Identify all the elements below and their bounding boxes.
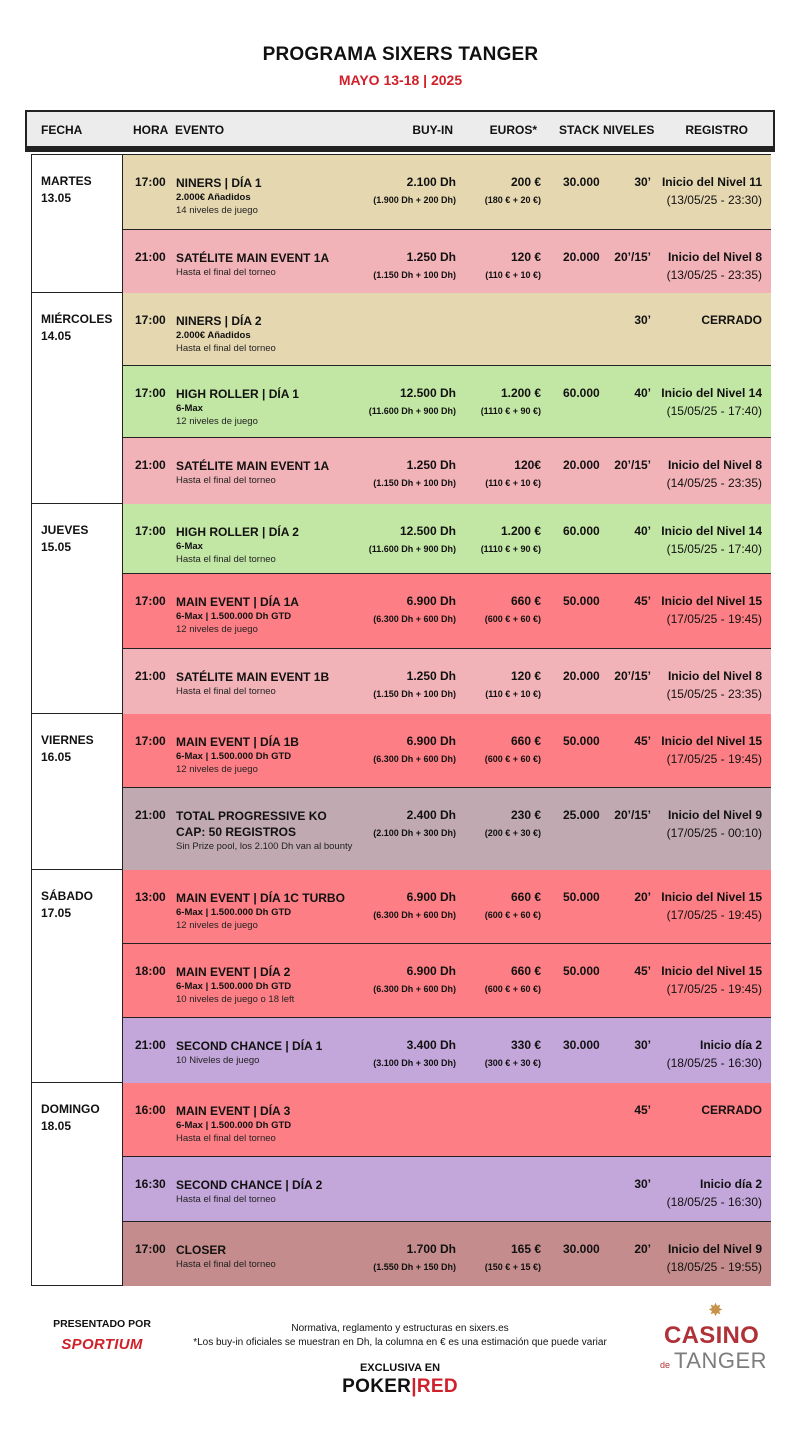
day-name: MARTES bbox=[41, 174, 92, 188]
event-registro: Inicio día 2 bbox=[699, 1038, 762, 1052]
event-niveles: 20’/15’ bbox=[614, 250, 651, 264]
event-subtitle: 2.000€ Añadidos bbox=[176, 192, 251, 203]
event-registro: Inicio del Nivel 15 bbox=[661, 890, 762, 904]
event-row bbox=[122, 1083, 771, 1157]
event-time: 17:00 bbox=[135, 1242, 166, 1256]
event-row bbox=[122, 574, 771, 649]
day-label bbox=[41, 173, 92, 207]
event-stack: 30.000 bbox=[563, 175, 600, 189]
event-time: 16:00 bbox=[135, 1103, 166, 1117]
event-stack: 50.000 bbox=[563, 734, 600, 748]
day-block bbox=[31, 154, 771, 293]
event-euros: 660 € bbox=[510, 734, 541, 748]
event-row bbox=[122, 366, 771, 438]
event-registro-detail: (15/05/25 - 17:40) bbox=[666, 404, 762, 418]
event-euros-detail: (180 € + 20 €) bbox=[484, 195, 541, 205]
column-header-buyin: BUY-IN bbox=[412, 123, 453, 137]
day-name: JUEVES bbox=[41, 523, 89, 537]
event-row bbox=[122, 293, 771, 366]
event-niveles: 45’ bbox=[634, 734, 651, 748]
event-name: NINERS | DÍA 2 bbox=[176, 314, 262, 328]
event-buyin: 12.500 Dh bbox=[399, 386, 456, 400]
event-row bbox=[122, 1018, 771, 1083]
day-label bbox=[41, 311, 112, 345]
day-block bbox=[31, 870, 771, 1083]
sportium-logo: SPORTIUM bbox=[61, 1336, 143, 1353]
casino-logo-text: CASINO bbox=[664, 1322, 760, 1349]
event-buyin-detail: (2.100 Dh + 300 Dh) bbox=[373, 828, 456, 838]
event-row bbox=[122, 1222, 771, 1286]
event-note: Sin Prize pool, los 2.100 Dh van al bounty bbox=[176, 841, 353, 852]
event-time: 18:00 bbox=[135, 964, 166, 978]
event-stack: 30.000 bbox=[563, 1038, 600, 1052]
casino-tanger-logo bbox=[660, 1300, 770, 1380]
event-note: Hasta el final del torneo bbox=[176, 554, 276, 565]
event-name: SATÉLITE MAIN EVENT 1B bbox=[176, 670, 330, 684]
event-euros: 660 € bbox=[510, 890, 541, 904]
event-stack: 25.000 bbox=[563, 808, 600, 822]
casino-logo-de: de bbox=[660, 1360, 671, 1370]
event-registro-detail: (18/05/25 - 16:30) bbox=[666, 1056, 762, 1070]
event-name: SECOND CHANCE | DÍA 2 bbox=[176, 1178, 323, 1192]
event-stack: 20.000 bbox=[563, 250, 600, 264]
event-time: 17:00 bbox=[135, 386, 166, 400]
event-niveles: 20’ bbox=[634, 890, 651, 904]
event-niveles: 20’/15’ bbox=[614, 458, 651, 472]
sponsor-block bbox=[52, 1318, 152, 1353]
event-euros-detail: (110 € + 10 €) bbox=[485, 478, 541, 488]
event-niveles: 30’ bbox=[634, 313, 651, 327]
event-niveles: 45’ bbox=[634, 1103, 651, 1117]
event-name: NINERS | DÍA 1 bbox=[176, 176, 262, 190]
event-buyin-detail: (6.300 Dh + 600 Dh) bbox=[373, 754, 456, 764]
day-label bbox=[41, 1101, 100, 1135]
day-date: 17.05 bbox=[41, 906, 72, 920]
event-euros-detail: (110 € + 10 €) bbox=[485, 689, 541, 699]
event-stack: 60.000 bbox=[563, 524, 600, 538]
column-header-registro: REGISTRO bbox=[685, 123, 748, 137]
event-registro-detail: (13/05/25 - 23:30) bbox=[666, 193, 762, 207]
event-name: HIGH ROLLER | DÍA 2 bbox=[176, 525, 299, 539]
day-block bbox=[31, 1083, 771, 1286]
event-subtitle: 6-Max bbox=[176, 403, 203, 414]
event-note: 10 niveles de juego o 18 left bbox=[176, 994, 295, 1005]
event-registro: Inicio del Nivel 15 bbox=[661, 734, 762, 748]
event-euros-detail: (200 € + 30 €) bbox=[484, 828, 541, 838]
event-registro-detail: (17/05/25 - 19:45) bbox=[666, 982, 762, 996]
event-note: Hasta el final del torneo bbox=[176, 1133, 276, 1144]
event-registro: Inicio del Nivel 9 bbox=[667, 808, 762, 822]
pokerred-logo bbox=[180, 1376, 620, 1398]
event-euros-detail: (1110 € + 90 €) bbox=[480, 406, 541, 416]
event-buyin: 6.900 Dh bbox=[406, 890, 456, 904]
event-registro-detail: (15/05/25 - 17:40) bbox=[666, 542, 762, 556]
event-niveles: 45’ bbox=[634, 964, 651, 978]
event-euros: 120€ bbox=[514, 458, 541, 472]
event-time: 17:00 bbox=[135, 524, 166, 538]
column-header-euros: EUROS* bbox=[489, 123, 537, 137]
event-registro-detail: (17/05/25 - 19:45) bbox=[666, 752, 762, 766]
event-name: MAIN EVENT | DÍA 1A bbox=[176, 595, 299, 609]
event-registro-detail: (18/05/25 - 16:30) bbox=[666, 1195, 762, 1209]
event-stack: 20.000 bbox=[563, 669, 600, 683]
schedule-table bbox=[31, 154, 771, 1288]
event-euros: 120 € bbox=[510, 669, 541, 683]
event-note: 10 Niveles de juego bbox=[176, 1055, 260, 1066]
day-date: 18.05 bbox=[41, 1119, 72, 1133]
event-buyin: 3.400 Dh bbox=[406, 1038, 456, 1052]
day-name: VIERNES bbox=[41, 733, 94, 747]
event-row bbox=[122, 714, 771, 788]
column-header-evento: EVENTO bbox=[175, 123, 225, 137]
event-buyin: 1.250 Dh bbox=[406, 458, 456, 472]
event-registro-detail: (14/05/25 - 23:35) bbox=[666, 476, 762, 490]
event-niveles: 30’ bbox=[634, 175, 651, 189]
event-stack: 30.000 bbox=[563, 1242, 600, 1256]
event-name: MAIN EVENT | DÍA 1B bbox=[176, 735, 299, 749]
event-buyin: 1.250 Dh bbox=[406, 669, 456, 683]
event-euros: 120 € bbox=[510, 250, 541, 264]
day-label bbox=[41, 522, 88, 556]
event-euros-detail: (300 € + 30 €) bbox=[484, 1058, 541, 1068]
event-niveles: 30’ bbox=[634, 1038, 651, 1052]
event-name: CLOSER bbox=[176, 1243, 227, 1257]
event-time: 17:00 bbox=[135, 594, 166, 608]
event-registro: Inicio del Nivel 9 bbox=[667, 1242, 762, 1256]
page-title: PROGRAMA SIXERS TANGER bbox=[262, 44, 539, 65]
event-row bbox=[122, 788, 771, 870]
day-name: MIÉRCOLES bbox=[41, 312, 113, 326]
event-buyin: 6.900 Dh bbox=[406, 734, 456, 748]
event-buyin: 6.900 Dh bbox=[406, 594, 456, 608]
event-row bbox=[122, 230, 771, 294]
event-stack: 50.000 bbox=[563, 594, 600, 608]
event-euros-detail: (110 € + 10 €) bbox=[485, 270, 541, 280]
day-date: 15.05 bbox=[41, 540, 72, 554]
page-subtitle: MAYO 13-18 | 2025 bbox=[338, 72, 463, 88]
event-note: 12 niveles de juego bbox=[176, 920, 258, 931]
event-buyin-detail: (1.150 Dh + 100 Dh) bbox=[373, 689, 456, 699]
event-registro: Inicio del Nivel 15 bbox=[661, 964, 762, 978]
event-buyin-detail: (1.150 Dh + 100 Dh) bbox=[373, 270, 456, 280]
event-buyin-detail: (1.550 Dh + 150 Dh) bbox=[373, 1262, 456, 1272]
event-euros-detail: (600 € + 60 €) bbox=[484, 910, 541, 920]
event-niveles: 40’ bbox=[634, 386, 651, 400]
event-registro-detail: (17/05/25 - 00:10) bbox=[666, 826, 762, 840]
event-time: 21:00 bbox=[135, 458, 166, 472]
day-name: DOMINGO bbox=[41, 1102, 100, 1116]
exclusive-label: EXCLUSIVA EN bbox=[359, 1362, 441, 1374]
event-stack: 50.000 bbox=[563, 964, 600, 978]
event-euros: 660 € bbox=[510, 594, 541, 608]
event-note: Hasta el final del torneo bbox=[176, 686, 276, 697]
event-row bbox=[122, 438, 771, 504]
event-subtitle: 6-Max | 1.500.000 Dh GTD bbox=[176, 1120, 292, 1131]
event-buyin: 1.700 Dh bbox=[406, 1242, 456, 1256]
event-buyin-detail: (1.900 Dh + 200 Dh) bbox=[373, 195, 456, 205]
event-time: 21:00 bbox=[135, 250, 166, 264]
event-buyin-detail: (6.300 Dh + 600 Dh) bbox=[373, 984, 456, 994]
column-header-stack: STACK bbox=[559, 123, 600, 137]
event-euros-detail: (150 € + 15 €) bbox=[484, 1262, 541, 1272]
event-registro: Inicio del Nivel 14 bbox=[661, 524, 762, 538]
day-name: SÁBADO bbox=[41, 889, 94, 903]
event-note: 12 niveles de juego bbox=[176, 624, 258, 635]
event-euros-detail: (600 € + 60 €) bbox=[484, 754, 541, 764]
event-registro: Inicio del Nivel 8 bbox=[667, 458, 762, 472]
event-note: Hasta el final del torneo bbox=[176, 475, 276, 486]
event-note: 14 niveles de juego bbox=[176, 205, 258, 216]
event-time: 17:00 bbox=[135, 734, 166, 748]
event-euros: 330 € bbox=[510, 1038, 541, 1052]
pokerred-logo-red: RED bbox=[416, 1376, 458, 1397]
event-niveles: 20’/15’ bbox=[614, 669, 651, 683]
event-stack: 60.000 bbox=[563, 386, 600, 400]
day-block bbox=[31, 293, 771, 504]
event-row bbox=[122, 649, 771, 714]
event-name: SATÉLITE MAIN EVENT 1A bbox=[176, 459, 330, 473]
event-registro-detail: (15/05/25 - 23:35) bbox=[666, 687, 762, 701]
event-time: 17:00 bbox=[135, 175, 166, 189]
event-row bbox=[122, 870, 771, 944]
event-euros-detail: (600 € + 60 €) bbox=[484, 614, 541, 624]
event-registro: Inicio del Nivel 14 bbox=[661, 386, 762, 400]
event-row bbox=[122, 155, 771, 230]
event-row bbox=[122, 944, 771, 1018]
casino-logo-tanger: TANGER bbox=[674, 1348, 768, 1373]
event-buyin: 2.100 Dh bbox=[406, 175, 456, 189]
event-note: Hasta el final del torneo bbox=[176, 1259, 276, 1270]
event-time: 13:00 bbox=[135, 890, 166, 904]
column-header-niveles: NIVELES bbox=[603, 123, 655, 137]
event-buyin-detail: (6.300 Dh + 600 Dh) bbox=[373, 910, 456, 920]
event-buyin: 1.250 Dh bbox=[406, 250, 456, 264]
event-time: 21:00 bbox=[135, 669, 166, 683]
event-buyin-detail: (3.100 Dh + 300 Dh) bbox=[373, 1058, 456, 1068]
event-euros: 200 € bbox=[510, 175, 541, 189]
event-buyin-detail: (1.150 Dh + 100 Dh) bbox=[373, 478, 456, 488]
day-block bbox=[31, 714, 771, 870]
event-registro-detail: (17/05/25 - 19:45) bbox=[666, 612, 762, 626]
event-euros: 1.200 € bbox=[500, 386, 541, 400]
event-subtitle: 6-Max | 1.500.000 Dh GTD bbox=[176, 907, 292, 918]
day-date: 16.05 bbox=[41, 750, 72, 764]
event-registro: Inicio del Nivel 11 bbox=[661, 175, 762, 189]
column-header-hora: HORA bbox=[133, 123, 169, 137]
event-name: MAIN EVENT | DÍA 1C TURBO bbox=[176, 891, 345, 905]
event-time: 16:30 bbox=[135, 1177, 166, 1191]
event-subtitle: 6-Max | 1.500.000 Dh GTD bbox=[176, 751, 292, 762]
event-niveles: 45’ bbox=[634, 594, 651, 608]
rules-note: Normativa, reglamento y estructuras en sixers.es bbox=[291, 1323, 509, 1334]
footer-notes bbox=[180, 1322, 620, 1398]
event-name: TOTAL PROGRESSIVE KO bbox=[176, 809, 327, 823]
event-name-line2: CAP: 50 REGISTROS bbox=[176, 825, 297, 839]
event-buyin: 6.900 Dh bbox=[406, 964, 456, 978]
event-note: Hasta el final del torneo bbox=[176, 343, 276, 354]
event-niveles: 40’ bbox=[634, 524, 651, 538]
event-note: Hasta el final del torneo bbox=[176, 1194, 276, 1205]
event-registro: Inicio del Nivel 8 bbox=[667, 250, 762, 264]
event-registro: Inicio del Nivel 15 bbox=[661, 594, 762, 608]
event-name: HIGH ROLLER | DÍA 1 bbox=[176, 387, 299, 401]
event-buyin-detail: (11.600 Dh + 900 Dh) bbox=[368, 544, 456, 554]
event-subtitle: 6-Max | 1.500.000 Dh GTD bbox=[176, 981, 292, 992]
event-euros: 660 € bbox=[510, 964, 541, 978]
presented-by-label: PRESENTADO POR bbox=[53, 1318, 151, 1330]
event-niveles: 20’ bbox=[634, 1242, 651, 1256]
event-registro: Inicio del Nivel 8 bbox=[667, 669, 762, 683]
pokerred-logo-separator: | bbox=[411, 1376, 417, 1397]
event-note: Hasta el final del torneo bbox=[176, 267, 276, 278]
event-name: MAIN EVENT | DÍA 2 bbox=[176, 965, 291, 979]
event-subtitle: 2.000€ Añadidos bbox=[176, 330, 251, 341]
event-niveles: 30’ bbox=[634, 1177, 651, 1191]
currency-note: *Los buy-in oficiales se muestran en Dh, la columna en € es una estimación que puede variar bbox=[193, 1337, 607, 1348]
day-label bbox=[41, 888, 93, 922]
event-stack: 20.000 bbox=[563, 458, 600, 472]
event-buyin-detail: (11.600 Dh + 900 Dh) bbox=[368, 406, 456, 416]
event-note: 12 niveles de juego bbox=[176, 416, 258, 427]
event-name: MAIN EVENT | DÍA 3 bbox=[176, 1104, 291, 1118]
event-registro-detail: (13/05/25 - 23:35) bbox=[666, 268, 762, 282]
day-date: 13.05 bbox=[41, 191, 72, 205]
day-block bbox=[31, 504, 771, 714]
event-note: 12 niveles de juego bbox=[176, 764, 258, 775]
event-registro: CERRADO bbox=[701, 1103, 762, 1117]
event-euros: 1.200 € bbox=[500, 524, 541, 538]
event-buyin: 2.400 Dh bbox=[406, 808, 456, 822]
event-time: 17:00 bbox=[135, 313, 166, 327]
day-label bbox=[41, 732, 94, 766]
event-buyin: 12.500 Dh bbox=[399, 524, 456, 538]
event-time: 21:00 bbox=[135, 1038, 166, 1052]
column-header-fecha: FECHA bbox=[41, 123, 83, 137]
event-registro-detail: (18/05/25 - 19:55) bbox=[666, 1260, 762, 1274]
event-registro: CERRADO bbox=[701, 313, 762, 327]
event-euros: 165 € bbox=[510, 1242, 541, 1256]
event-subtitle: 6-Max bbox=[176, 541, 203, 552]
event-stack: 50.000 bbox=[563, 890, 600, 904]
event-name: SECOND CHANCE | DÍA 1 bbox=[176, 1039, 323, 1053]
event-euros-detail: (1110 € + 90 €) bbox=[480, 544, 541, 554]
event-registro: Inicio día 2 bbox=[699, 1177, 762, 1191]
pokerred-logo-poker: POKER bbox=[342, 1376, 412, 1397]
event-row bbox=[122, 504, 771, 574]
table-header bbox=[25, 110, 775, 148]
event-niveles: 20’/15’ bbox=[614, 808, 651, 822]
event-buyin-detail: (6.300 Dh + 600 Dh) bbox=[373, 614, 456, 624]
event-row bbox=[122, 1157, 771, 1222]
event-registro-detail: (17/05/25 - 19:45) bbox=[666, 908, 762, 922]
event-subtitle: 6-Max | 1.500.000 Dh GTD bbox=[176, 611, 292, 622]
day-date: 14.05 bbox=[41, 329, 72, 343]
star-icon: ✸ bbox=[708, 1300, 724, 1320]
event-name: SATÉLITE MAIN EVENT 1A bbox=[176, 251, 330, 265]
event-euros-detail: (600 € + 60 €) bbox=[484, 984, 541, 994]
event-euros: 230 € bbox=[510, 808, 541, 822]
event-time: 21:00 bbox=[135, 808, 166, 822]
